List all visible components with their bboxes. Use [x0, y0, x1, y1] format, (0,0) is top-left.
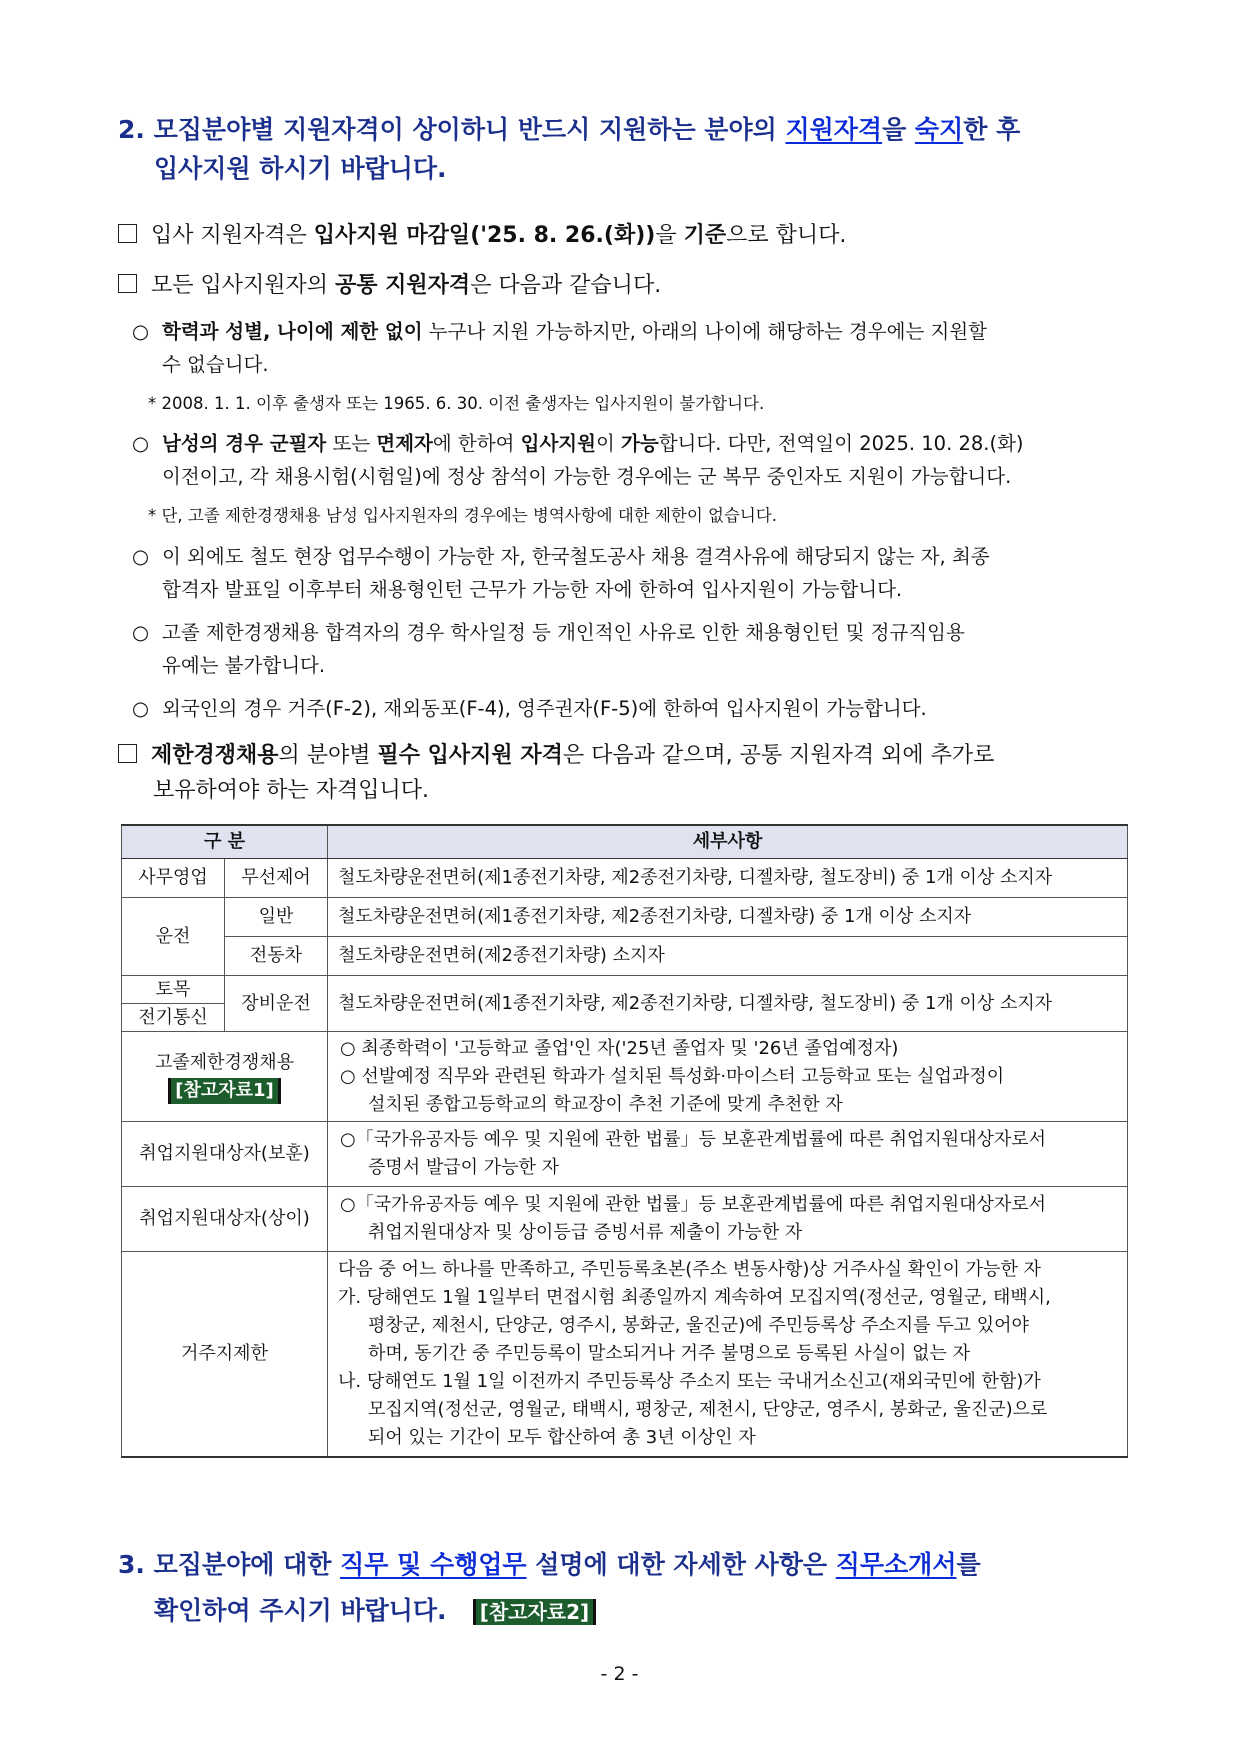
- item-limited-competition: 제한경쟁채용의 분야별 필수 입사지원 자격은 다음과 같으며, 공통 지원자격 외에 추가로 보유하여야 하는 자격입니다.: [118, 738, 1128, 808]
- table-row: 토목 전기통신 장비운전 철도차량운전면허(제1종전기차량, 제2종전기차량, 디젤차량, 철도장비) 중 1개 이상 소지자: [122, 976, 1128, 1032]
- note-military-exception: * 단, 고졸 제한경쟁채용 남성 입사지원자의 경우에는 병역사항에 대한 제한이 없습니다.: [148, 506, 778, 525]
- table-row: 전동차 철도차량운전면허(제2종전기차량) 소지자: [122, 937, 1128, 976]
- table-row: 사무영업 무선제어 철도차량운전면허(제1종전기차량, 제2종전기차량, 디젤차량, 철도장비) 중 1개 이상 소지자: [122, 859, 1128, 898]
- bullet-foreigners: ○ 외국인의 경우 거주(F-2), 재외동포(F-4), 영주권자(F-5)에 한하여 입사지원이 가능합니다.: [132, 697, 927, 720]
- square-bullet-icon: [118, 274, 137, 293]
- square-bullet-icon: [118, 224, 137, 243]
- square-bullet-icon: [118, 744, 137, 763]
- item-deadline-basis: 입사 지원자격은 입사지원 마감일('25. 8. 26.(화))을 기준으로 합니다.: [118, 218, 1128, 253]
- section-2-heading: 2. 모집분야별 지원자격이 상이하니 반드시 지원하는 분야의 지원자격을 숙지한 후 입사지원 하시기 바랍니다.: [118, 115, 1021, 183]
- table-header-row: [122, 825, 1128, 859]
- table-row: 거주지제한 다음 중 어느 하나를 만족하고, 주민등록초본(주소 변동사항)상 거주사실 확인이 가능한 자 가. 당해연도 1월 1일부터 면접시험 최종일까지 계속하여 모집지역(정선군, 영월군, 태백시, 평창군, 제천시, 단양군, 영주시, 봉화군, 울진군)에 주민등록상 주소지를 두고 있어야 하며, 동기간 중 주민등록이 말소되거나 거주 불명으로 등록된 사실이 없는 자 나. 당해연도 1월 1일 이전까지 주민등록상 주소지 또는 국내거소신고(재외국민에 한함)가 모집지역(정선군, 영월군, 태백시, 평창군, 제천시, 단양군, 영주시, 봉화군, 울진군)으로 되어 있는 기간이 모두 합산하여 총 3년 이상인 자: [122, 1252, 1128, 1458]
- table-row: 취업지원대상자(보훈) ○「국가유공자등 예우 및 지원에 관한 법률」등 보훈관계법률에 따른 취업지원대상자로서 증명서 발급이 가능한 자: [122, 1122, 1128, 1187]
- reference-tag-2: [참고자료2]: [473, 1599, 596, 1625]
- bullet-military: ○ 남성의 경우 군필자 또는 면제자에 한하여 입사지원이 가능합니다. 다만, 전역일이 2025. 10. 28.(화) 이전이고, 각 채용시험(시험일)에 정상 참석이 가능한 경우에는 군 복무 중인자도 지원이 가능합니다.: [132, 432, 1024, 488]
- header-category: 구 분: [122, 825, 328, 859]
- link-qualification: 지원자격: [785, 115, 883, 144]
- qualification-table: [121, 824, 1128, 1458]
- link-job-description: 직무소개서: [835, 1550, 957, 1579]
- bullet-no-restriction: ○ 학력과 성별, 나이에 제한 없이 누구나 지원 가능하지만, 아래의 나이에 해당하는 경우에는 지원할 수 없습니다.: [132, 320, 987, 376]
- page-number: - 2 -: [600, 1663, 639, 1685]
- bullet-other-conditions: ○ 이 외에도 철도 현장 업무수행이 가능한 자, 한국철도공사 채용 결격사유에 해당되지 않는 자, 최종 합격자 발표일 이후부터 채용형인턴 근무가 가능한 자에 한하여 입사지원이 가능합니다.: [132, 545, 990, 601]
- link-job-duties: 직무 및 수행업무: [340, 1550, 527, 1579]
- header-details: 세부사항: [328, 825, 1128, 859]
- link-familiarize: 숙지: [914, 115, 964, 144]
- bullet-deferment: ○ 고졸 제한경쟁채용 합격자의 경우 학사일정 등 개인적인 사유로 인한 채용형인턴 및 정규직임용 유예는 불가합니다.: [132, 621, 965, 677]
- table-row: 고졸제한경쟁채용 [참고자료1] ○ 최종학력이 '고등학교 졸업'인 자('25년 졸업자 및 '26년 졸업예정자) ○ 선발예정 직무와 관련된 학과가 설치된 특성화·마이스터 고등학교 또는 실업과정이 설치된 종합고등학교의 학교장이 추천 기준에 맞게 추천한 자: [122, 1032, 1128, 1122]
- section-3-heading: 3. 모집분야에 대한 직무 및 수행업무 설명에 대한 자세한 사항은 직무소개서를 확인하여 주시기 바랍니다. [참고자료2]: [118, 1550, 981, 1625]
- table-row: 운전 일반 철도차량운전면허(제1종전기차량, 제2종전기차량, 디젤차량) 중 1개 이상 소지자: [122, 898, 1128, 937]
- note-age-limit: * 2008. 1. 1. 이후 출생자 또는 1965. 6. 30. 이전 출생자는 입사지원이 불가합니다.: [148, 394, 765, 413]
- table-row: 취업지원대상자(상이) ○「국가유공자등 예우 및 지원에 관한 법률」등 보훈관계법률에 따른 취업지원대상자로서 취업지원대상자 및 상이등급 증빙서류 제출이 가능한 자: [122, 1187, 1128, 1252]
- reference-tag-1: [참고자료1]: [168, 1078, 281, 1104]
- item-common-qualification: 모든 입사지원자의 공통 지원자격은 다음과 같습니다.: [118, 268, 1128, 303]
